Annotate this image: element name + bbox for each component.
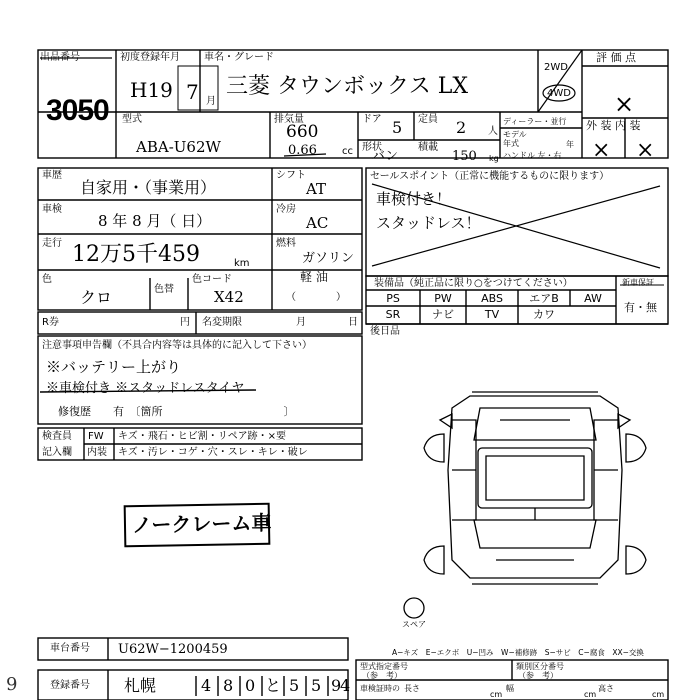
cooling-value: AC	[306, 214, 329, 232]
width-label: 幅	[506, 684, 514, 693]
mileage-label: 走行	[42, 238, 62, 249]
model-year-unit: 年	[566, 140, 574, 149]
model-year-label: モデル年式	[503, 130, 527, 148]
repaint-label: 色替	[154, 284, 174, 295]
name-change-month: 月	[296, 317, 306, 328]
inspector-fw: FW	[88, 431, 104, 442]
registration-month: 7	[186, 80, 199, 104]
reg-digit-3: 0	[245, 676, 256, 695]
equip-pw: PW	[434, 292, 452, 305]
inspection-label: 車検	[42, 204, 62, 215]
evaluation-label: 評 価 点	[596, 51, 636, 64]
lot-number-label: 出品番号	[40, 52, 80, 63]
mileage-unit: km	[234, 258, 250, 269]
equip-tv: TV	[484, 308, 500, 321]
reg-digit-1: 4	[201, 676, 212, 695]
displacement-value: 660	[286, 122, 319, 142]
inspector-label-2: 記入欄	[42, 447, 72, 458]
no-claim-stamp	[124, 503, 271, 548]
color-value: クロ	[80, 288, 113, 307]
recycle-label: R券	[42, 317, 59, 328]
doors-label: ドア	[362, 114, 382, 125]
reg-digit-5: 5	[289, 676, 300, 695]
equip-airbag: エアB	[529, 292, 559, 305]
capacity-unit: 人	[488, 126, 498, 137]
displacement-label: 排気量	[274, 114, 304, 125]
load-value: 150	[452, 149, 477, 164]
fuel-diesel: 軽 油	[300, 270, 328, 284]
fuel-other: （ ）	[286, 292, 346, 303]
inspector-interior: 内装	[87, 447, 107, 458]
no-claim-text: ノークレーム車	[131, 510, 272, 538]
new-car-warranty-label: 新車保証	[622, 278, 654, 287]
lot-number: 3050	[46, 94, 109, 127]
color-code-label: 色コード	[192, 274, 232, 285]
registration-city: 札幌	[124, 676, 157, 695]
shape-label: 形状	[362, 142, 382, 153]
sales-point-label: セールスポイント（正常に機能するものに限ります）	[370, 171, 610, 182]
page-mark: 9	[6, 674, 18, 695]
shift-label: シフト	[276, 170, 306, 181]
car-diagram	[404, 392, 646, 618]
displacement-struck: 0.66	[288, 143, 317, 158]
name-change-day: 日	[348, 317, 358, 328]
car-name-label: 車名・グレード	[204, 52, 274, 63]
drive-4wd: 4WD	[547, 88, 571, 99]
chassis-number-label: 車台番号	[50, 643, 90, 654]
cert-label: 車検証時の	[360, 684, 400, 693]
inspector-label-1: 検査員	[42, 431, 72, 442]
inspector-interior-items: キズ・汚レ・コゲ・穴・スレ・キレ・破レ	[118, 447, 308, 458]
equip-aw: AW	[584, 292, 602, 305]
history-value: 自家用・（事業用）	[80, 178, 217, 197]
fuel-gasoline: ガソリン	[302, 251, 355, 266]
reg-digit-6: 5	[311, 676, 322, 695]
model-value: ABA-U62W	[136, 138, 221, 156]
notes-label: 注意事項申告欄（不具合内容等は具体的に記入して下さい）	[42, 340, 312, 351]
color-label: 色	[42, 274, 52, 285]
equip-ps: PS	[386, 292, 400, 305]
evaluation-mark: ×	[614, 90, 635, 118]
registration-number-label: 登録番号	[50, 680, 90, 691]
shift-value: AT	[306, 180, 327, 198]
length-unit: cm	[490, 690, 503, 699]
doors-value: 5	[392, 118, 403, 137]
sales-point-2: スタッドレス！	[376, 214, 481, 232]
notes-line-1: ※バッテリー上がり	[46, 358, 182, 376]
load-label: 積載	[418, 142, 438, 153]
later-items-label: 後日品	[370, 326, 400, 337]
inspection-value: 8 年 8 月（ 日）	[98, 212, 212, 230]
displacement-unit: cc	[342, 146, 353, 157]
shape-value: バン	[372, 149, 399, 164]
load-unit: kg	[489, 154, 499, 163]
spare-label: スペア	[402, 620, 426, 629]
type-specified-ref: （参 考）	[362, 671, 402, 680]
equip-navi: ナビ	[432, 308, 454, 321]
type-specified-label: 型式指定番号	[360, 662, 408, 671]
height-label: 高さ	[598, 684, 614, 693]
new-car-warranty-value: 有・無	[624, 301, 657, 314]
reg-digit-8: 4	[340, 676, 351, 695]
exterior-interior-label: 外 装 内 装	[586, 119, 641, 132]
registration-month-unit: 月	[206, 96, 216, 107]
registration-year: H19	[130, 78, 173, 102]
notes-line-2: ※車検付き ※スタッドレスタイヤ	[46, 381, 245, 396]
height-unit: cm	[652, 690, 665, 699]
repair-history: 修復歴 有 〔箇所 〕	[58, 405, 295, 418]
reg-digit-7: 9	[331, 676, 342, 695]
drive-2wd: 2WD	[544, 62, 568, 73]
reg-kana: と	[265, 676, 282, 695]
equip-sr: SR	[385, 308, 401, 321]
sales-point-1: 車検付き！	[376, 190, 452, 208]
fuel-label: 燃料	[276, 238, 296, 249]
equip-abs: ABS	[481, 292, 503, 305]
car-name: 三菱 タウンボックス LX	[226, 74, 469, 99]
first-registration-label: 初度登録年月	[120, 52, 180, 63]
equipment-label: 装備品（純正品に限り○をつけてください）	[374, 278, 573, 289]
recycle-yen: 円	[180, 317, 190, 328]
capacity-value: 2	[456, 118, 467, 137]
equip-leather: カワ	[533, 308, 555, 321]
model-label: 型式	[122, 114, 142, 125]
damage-legend: A−キズ E−エクボ U−凹み W−補修跡 S−サビ C−腐食 XX−交換	[392, 648, 644, 657]
capacity-label: 定員	[418, 114, 438, 125]
color-code-value: X42	[214, 288, 244, 306]
handle-label: ハンドル 左・右	[503, 151, 562, 160]
category-label: 類別区分番号	[516, 662, 564, 671]
cooling-label: 冷房	[276, 204, 296, 215]
dealer-label: ディーラー・並行	[503, 117, 567, 126]
exterior-mark: ×	[592, 138, 611, 163]
category-ref: （参 考）	[518, 671, 558, 680]
length-label: 長さ	[404, 684, 420, 693]
width-unit: cm	[584, 690, 597, 699]
mileage-value: 12万5千459	[72, 242, 200, 267]
inspector-fw-items: キズ・飛石・ヒビ割・リペア跡・×要	[118, 431, 286, 442]
history-label: 車歴	[42, 170, 62, 181]
reg-digit-2: 8	[223, 676, 234, 695]
name-change-label: 名変期限	[202, 317, 242, 328]
interior-mark: ×	[636, 138, 655, 163]
chassis-number-value: U62W−1200459	[118, 642, 228, 657]
